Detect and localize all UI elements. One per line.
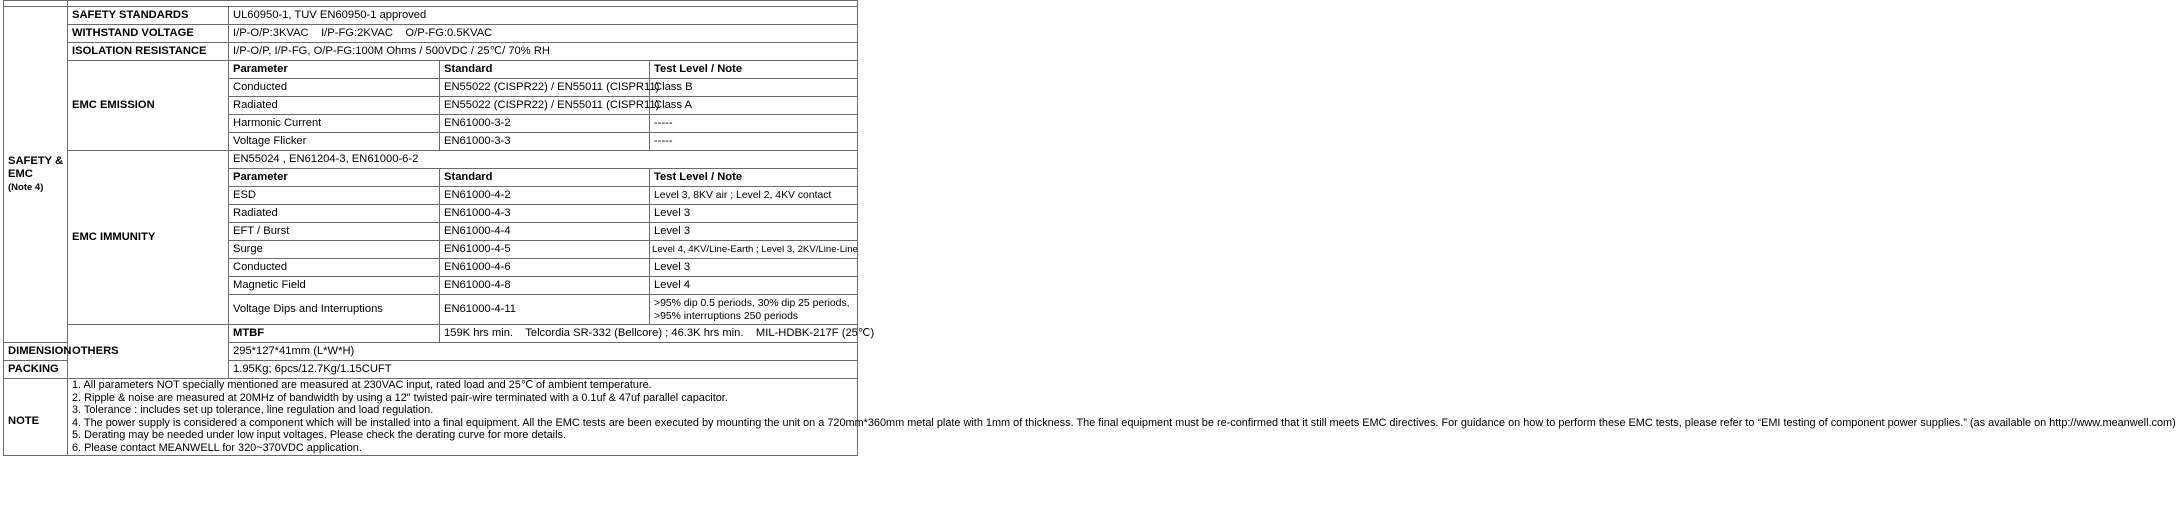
spec-table [3,0,2176,456]
mtbf-row [4,325,858,343]
standard-cell: EN61000-4-2 [440,187,650,205]
parameter-cell: Voltage Dips and Interruptions [229,295,440,325]
column-header-test-level: Test Level / Note [650,61,858,79]
standard-cell: EN61000-3-2 [440,115,650,133]
parameter-cell: Conducted [229,259,440,277]
level-cell: Level 3 [650,205,858,223]
note-item: 1. All parameters NOT specially mentioned are measured at 230VAC input, rated load and 25℃ of ambient temperature. [72,379,652,391]
category-label-2: EMC [8,168,33,180]
withstand-voltage-value: I/P-O/P:3KVAC I/P-FG:2KVAC O/P-FG:0.5KVAC [229,25,858,43]
parameter-cell: Harmonic Current [229,115,440,133]
note-item: 4. The power supply is considered a component which will be installed into a final equipment. All the EMC tests are been executed by mounting the unit on a 720mm*360mm metal plate with 1mm of thickness. The final equipment must be re-confirmed that it still meets EMC directives. For guidance on how to perform these EMC tests, please refer to “EMI testing of component power supplies.” (as available on http://www.meanwell.com) [72,416,2176,429]
level-cell: ----- [650,133,858,151]
packing-label: PACKING [4,361,68,379]
parameter-cell: Magnetic Field [229,277,440,295]
standard-cell: EN55022 (CISPR22) / EN55011 (CISPR11) [440,97,650,115]
level-cell: Level 3 [650,259,858,277]
safety-standards-value: UL60950-1, TUV EN60950-1 approved [229,7,858,25]
safety-standards-label: SAFETY STANDARDS [68,7,229,25]
others-category: OTHERS [68,325,229,379]
column-header-test-level: Test Level / Note [650,169,858,187]
isolation-resistance-value: I/P-O/P, I/P-FG, O/P-FG:100M Ohms / 500VDC / 25℃/ 70% RH [229,43,858,61]
standard-cell: EN61000-4-6 [440,259,650,277]
emc-immunity-label: EMC IMMUNITY [68,151,229,325]
category-label: SAFETY & [8,155,64,167]
level-cell [650,295,858,325]
standard-cell: EN61000-4-3 [440,205,650,223]
level-cell: Class A [650,97,858,115]
note-category: NOTE [4,379,68,456]
standard-cell: EN61000-3-3 [440,133,650,151]
note-item: 2. Ripple & noise are measured at 20MHz of bandwidth by using a 12" twisted pair-wire terminated with a 0.1uf & 47uf parallel capacitor. [72,391,728,404]
emission-header-row [4,61,858,79]
parameter-cell: Surge [229,241,440,259]
level-line-1: >95% dip 0.5 periods, 30% dip 25 periods, [654,297,850,309]
safety-emc-category [4,7,68,343]
note-item: 3. Tolerance : includes set up tolerance, line regulation and load regulation. [72,404,434,417]
spec-sheet [3,0,2176,517]
note-item: 6. Please contact MEANWELL for 320~370VDC application. [72,441,362,454]
isolation-resistance-row [4,43,858,61]
level-cell: Class B [650,79,858,97]
mtbf-value: 159K hrs min. Telcordia SR-332 (Bellcore) ; 46.3K hrs min. MIL-HDBK-217F (25℃) [440,325,858,343]
column-header-standard: Standard [440,169,650,187]
parameter-cell: Radiated [229,205,440,223]
standard-cell: EN61000-4-4 [440,223,650,241]
standard-cell: EN61000-4-5 [440,241,650,259]
dimension-value: 295*127*41mm (L*W*H) [229,343,858,361]
withstand-voltage-row [4,25,858,43]
note-item: 5. Derating may be needed under low input voltages. Please check the derating curve for more details. [72,429,566,442]
level-cell: Level 3, 8KV air ; Level 2, 4KV contact [650,187,858,205]
parameter-cell: Voltage Flicker [229,133,440,151]
isolation-resistance-label: ISOLATION RESISTANCE [68,43,229,61]
mtbf-label: MTBF [229,325,440,343]
emc-emission-label: EMC EMISSION [68,61,229,151]
packing-value: 1.95Kg; 6pcs/12.7Kg/1.15CUFT [229,361,858,379]
level-line-2: >95% interruptions 250 periods [654,310,799,322]
standard-cell: EN61000-4-11 [440,295,650,325]
level-cell: Level 3 [650,223,858,241]
parameter-cell: ESD [229,187,440,205]
level-cell: Level 4, 4KV/Line-Earth ; Level 3, 2KV/Line-Line [650,241,858,259]
parameter-cell: Radiated [229,97,440,115]
standard-cell: EN55022 (CISPR22) / EN55011 (CISPR11) [440,79,650,97]
dimension-label: DIMENSION [4,343,68,361]
column-header-parameter: Parameter [229,169,440,187]
safety-standards-row [4,7,858,25]
parameter-cell: EFT / Burst [229,223,440,241]
note-reference: (Note 4) [8,182,44,193]
parameter-cell: Conducted [229,79,440,97]
note-list [72,379,2176,455]
immunity-standards-row [4,151,858,169]
note-row [4,379,858,456]
column-header-parameter: Parameter [229,61,440,79]
note-content [68,379,2176,456]
immunity-standards-value: EN55024 , EN61204-3, EN61000-6-2 [229,151,858,169]
standard-cell: EN61000-4-8 [440,277,650,295]
level-cell: Level 4 [650,277,858,295]
level-cell: ----- [650,115,858,133]
column-header-standard: Standard [440,61,650,79]
withstand-voltage-label: WITHSTAND VOLTAGE [68,25,229,43]
